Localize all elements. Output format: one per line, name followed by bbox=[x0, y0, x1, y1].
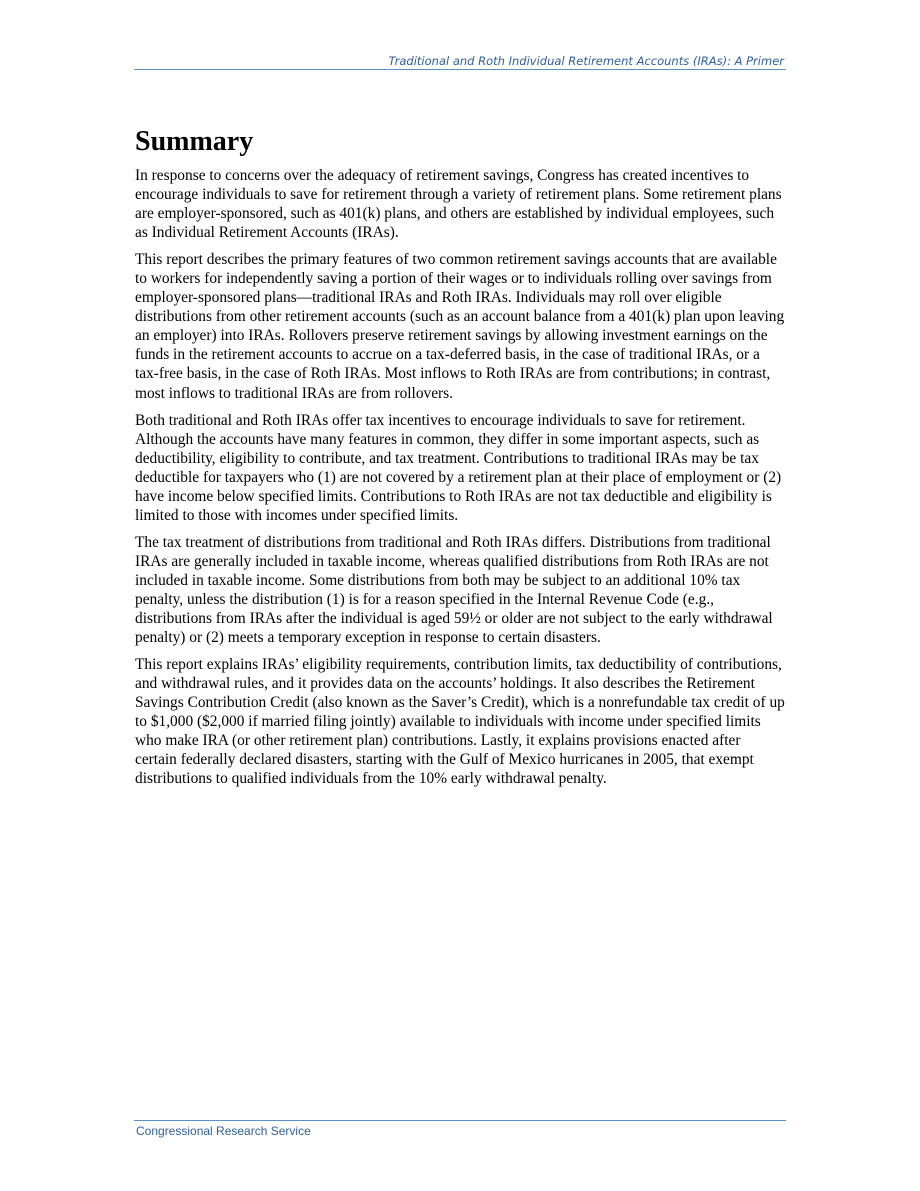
running-header bbox=[134, 53, 786, 70]
summary-paragraph-5: This report explains IRAs’ eligibility requirements, contribution limits, tax deductibility of contributions, and withdrawal rules, and it provides data on the accounts’ holdings. It also describes the Retirement Savings Contribution Credit (also known as the Saver’s Credit), which is a nonrefundable tax credit of up to $1,000 ($2,000 if married filing jointly) available to individuals with income under specified limits who make IRA (or other retirement plan) contributions. Lastly, it explains provisions enacted after certain federally declared disasters, starting with the Gulf of Mexico hurricanes in 2005, that exempt distributions to qualified individuals from the 10% early withdrawal penalty. bbox=[135, 656, 785, 788]
running-header-title: Traditional and Roth Individual Retirement Accounts (IRAs): A Primer bbox=[388, 54, 784, 68]
summary-paragraph-1: In response to concerns over the adequacy of retirement savings, Congress has created incentives to encourage individuals to save for retirement through a variety of retirement plans. Some retirement plans are employer-sponsored, such as 401(k) plans, and others are established by individual employees, such as Individual Retirement Accounts (IRAs). bbox=[135, 167, 782, 242]
page-title: Summary bbox=[135, 126, 254, 157]
page-footer bbox=[134, 1120, 786, 1139]
main-content bbox=[135, 124, 785, 796]
summary-paragraph-2: This report describes the primary features of two common retirement savings accounts that are available to workers for independently saving a portion of their wages or to individuals rolling over savings from employer-sponsored plans—traditional IRAs and Roth IRAs. Individuals may roll over eligible distributions from other retirement accounts (such as an account balance from a 401(k) plan upon leaving an employer) into IRAs. Rollovers preserve retirement savings by allowing investment earnings on the funds in the retirement accounts to accrue on a tax-deferred basis, in the case of traditional IRAs, or a tax-free basis, in the case of Roth IRAs. Most inflows to Roth IRAs are from contributions; in contrast, most inflows to traditional IRAs are from rollovers. bbox=[135, 251, 785, 402]
summary-paragraph-3: Both traditional and Roth IRAs offer tax incentives to encourage individuals to save for retirement. Although the accounts have many features in common, they differ in some important aspects, such as deductibility, eligibility to contribute, and tax treatment. Contributions to traditional IRAs may be tax deductible for taxpayers who (1) are not covered by a retirement plan at their place of employment or (2) have income below specified limits. Contributions to Roth IRAs are not tax deductible and eligibility is limited to those with incomes under specified limits. bbox=[135, 411, 782, 524]
summary-paragraph-4: The tax treatment of distributions from traditional and Roth IRAs differs. Distributions from traditional IRAs are generally included in taxable income, whereas qualified distributions from Roth IRAs are not included in taxable income. Some distributions from both may be subject to an additional 10% tax penalty, unless the distribution (1) is for a reason specified in the Internal Revenue Code (e.g., distributions from IRAs after the individual is aged 59½ or older are not subject to the early withdrawal penalty) or (2) meets a temporary exception in response to certain disasters. bbox=[135, 533, 773, 647]
footer-organization: Congressional Research Service bbox=[136, 1124, 311, 1138]
